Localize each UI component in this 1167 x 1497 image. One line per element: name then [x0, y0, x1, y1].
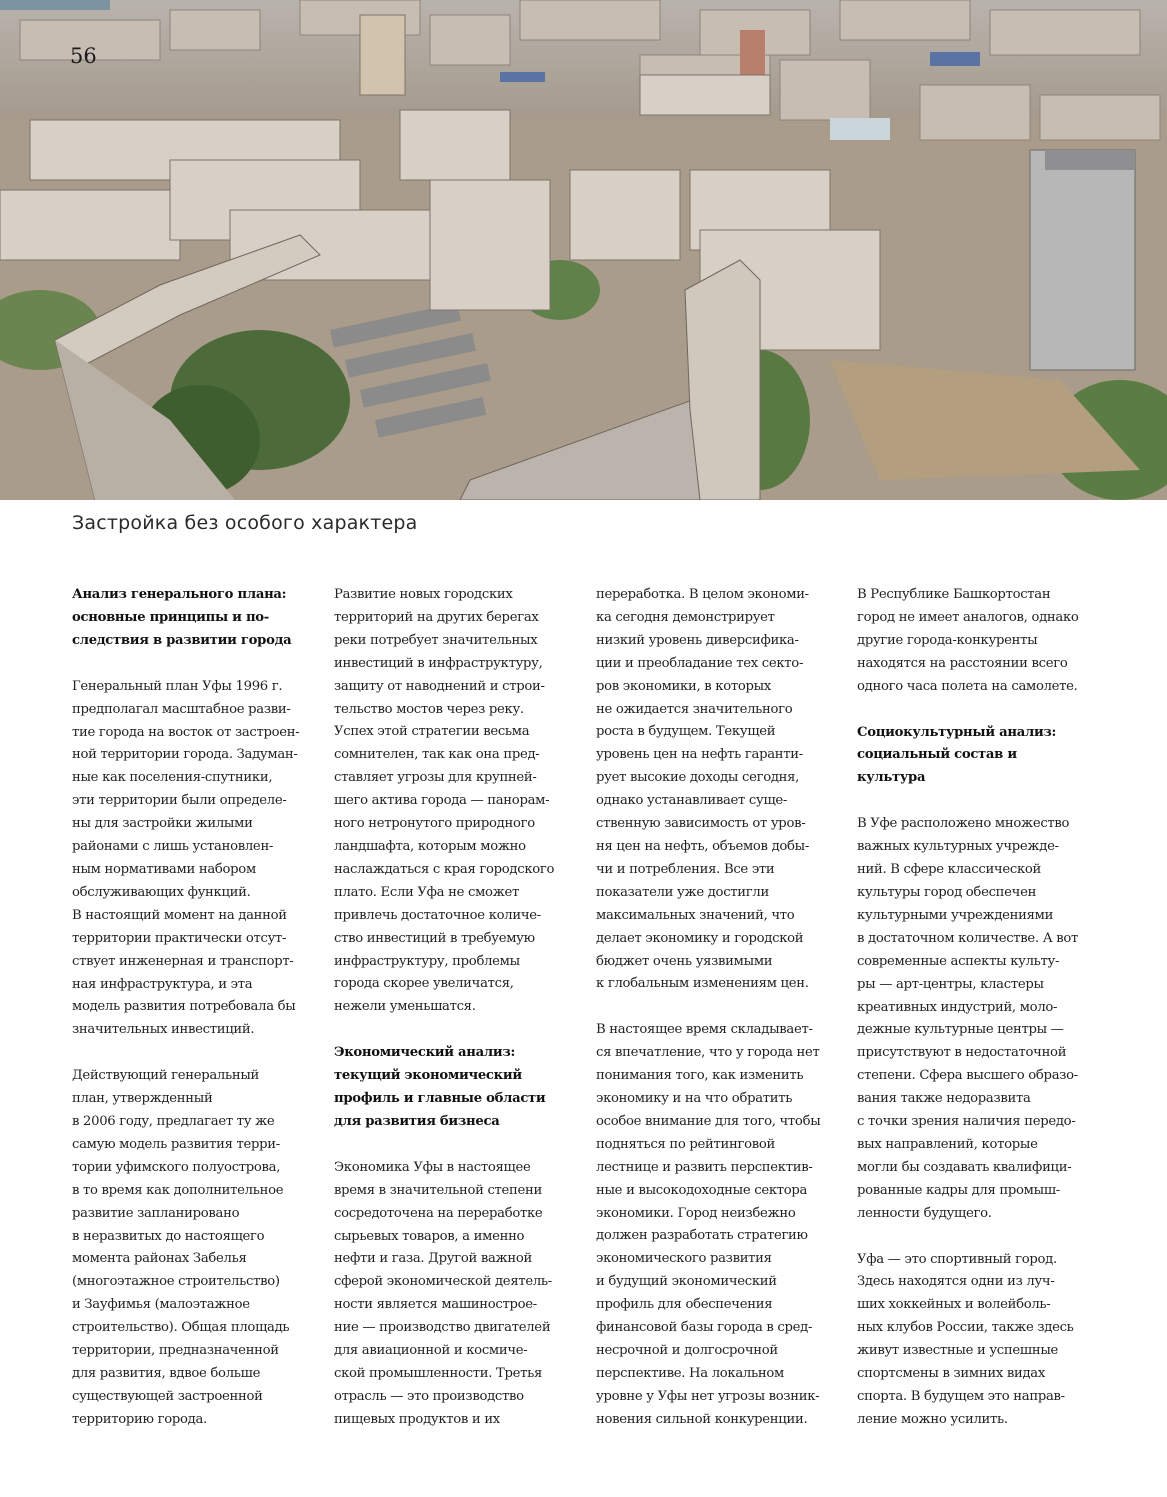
block-gap: [857, 699, 1107, 722]
text-line: Здесь находятся одни из луч-: [857, 1274, 1055, 1290]
text-line: Действующий генеральный: [72, 1068, 260, 1084]
text-line: сферой экономической деятель-: [334, 1274, 552, 1290]
text-line: экономику и на что обратить: [596, 1091, 793, 1107]
section-heading: [334, 1042, 584, 1134]
block-gap: [857, 790, 1107, 813]
text-column-4: [857, 584, 1107, 1432]
section-heading: [857, 722, 1107, 791]
text-line: Уфа — это спортивный город.: [857, 1251, 1057, 1267]
text-line: делает экономику и городской: [596, 930, 804, 946]
paragraph: [72, 1065, 322, 1432]
text-line: рует высокие доходы сегодня,: [596, 770, 800, 786]
text-line: модель развития потребовала бы: [72, 999, 296, 1015]
text-line: тории уфимского полуострова,: [72, 1159, 281, 1175]
text-line: Экономический анализ:: [334, 1045, 516, 1061]
text-line: ня цен на нефть, объемов добы-: [596, 838, 810, 854]
text-line: спортсмены в зимних видах: [857, 1366, 1045, 1382]
text-line: территории практически отсут-: [72, 930, 287, 946]
text-line: ландшафта, которым можно: [334, 838, 526, 854]
text-line: ской промышленности. Третья: [334, 1366, 543, 1381]
text-line: бюджет очень уязвимыми: [596, 953, 773, 969]
paragraph: [334, 1157, 584, 1432]
block-gap: [334, 1134, 584, 1157]
text-line: Успех этой стратегии весьма: [334, 724, 530, 740]
block-gap: [334, 1019, 584, 1042]
text-line: пищевых продуктов и их: [334, 1411, 500, 1427]
text-line: города скорее увеличатся,: [334, 976, 514, 992]
text-line: особое внимание для того, чтобы: [596, 1113, 821, 1129]
text-line: находятся на расстоянии всего: [857, 655, 1068, 671]
text-line: текущий экономический: [334, 1068, 522, 1084]
text-line: ного нетронутого природного: [334, 816, 535, 832]
text-column-3: [596, 584, 846, 1432]
text-line: культурными учреждениями: [857, 907, 1054, 923]
text-line: степени. Сфера высшего образо-: [857, 1068, 1078, 1084]
text-line: несрочной и долгосрочной: [596, 1343, 778, 1358]
paragraph: [334, 584, 584, 1019]
text-line: чи и потребления. Все эти: [596, 861, 775, 877]
paragraph: [857, 584, 1107, 699]
text-line: к глобальным изменениям цен.: [596, 976, 809, 992]
aerial-city-photo: [0, 0, 1167, 500]
text-line: территорий на других берегах: [334, 609, 539, 625]
text-line: в достаточном количестве. А вот: [857, 930, 1079, 946]
text-line: ров экономики, в которых: [596, 678, 771, 694]
text-line: роста в будущем. Текущей: [596, 724, 776, 740]
text-line: сырьевых товаров, а именно: [334, 1228, 525, 1244]
text-line: уровне у Уфы нет угрозы возник-: [596, 1388, 820, 1404]
text-line: ным нормативами набором: [72, 861, 256, 877]
text-line: профиль для обеспечения: [596, 1297, 773, 1313]
block-gap: [596, 996, 846, 1019]
text-line: Социокультурный анализ:: [857, 724, 1057, 740]
text-line: подняться по рейтинговой: [596, 1136, 775, 1152]
text-line: лестнице и развить перспектив-: [596, 1159, 813, 1175]
text-line: привлечь достаточное количе-: [334, 907, 541, 923]
text-line: предполагал масштабное разви-: [72, 701, 291, 717]
text-line: ные и высокодоходные сектора: [596, 1182, 808, 1198]
text-line: обслуживающих функций.: [72, 884, 251, 900]
text-line: ство инвестиций в требуемую: [334, 930, 535, 946]
text-line: ственную зависимость от уров-: [596, 816, 806, 832]
text-line: важных культурных учрежде-: [857, 839, 1059, 855]
paragraph: [596, 584, 846, 996]
text-line: ших хоккейных и волейболь-: [857, 1297, 1051, 1313]
text-line: ний. В сфере классической: [857, 862, 1042, 878]
text-line: Анализ генерального плана:: [72, 587, 287, 602]
section-heading: [72, 584, 322, 653]
text-line: нефти и газа. Другой важной: [334, 1251, 532, 1267]
text-line: ные как поселения-спутники,: [72, 770, 273, 786]
text-line: ся впечатление, что у города нет: [596, 1045, 820, 1061]
text-line: максимальных значений, что: [596, 907, 795, 923]
paragraph: [857, 1249, 1107, 1432]
text-line: для развития бизнеса: [334, 1113, 500, 1129]
text-line: ление можно усилить.: [857, 1411, 1008, 1427]
text-line: В Республике Башкортостан: [857, 587, 1051, 602]
page-number: 56: [70, 44, 97, 68]
block-gap: [72, 1042, 322, 1065]
paragraph: [596, 1019, 846, 1431]
text-line: экономического развития: [596, 1251, 772, 1267]
text-line: самую модель развития терри-: [72, 1136, 280, 1152]
text-line: финансовой базы города в сред-: [596, 1320, 813, 1336]
text-line: в то время как дополнительное: [72, 1182, 284, 1198]
text-line: эти территории были определе-: [72, 793, 287, 809]
text-line: новения сильной конкуренции.: [596, 1411, 808, 1427]
text-line: развитие запланировано: [72, 1205, 240, 1221]
text-line: спорта. В будущем это направ-: [857, 1389, 1065, 1404]
text-line: и будущий экономический: [596, 1274, 777, 1290]
text-line: реки потребует значительных: [334, 632, 538, 648]
text-line: вых направлений, которые: [857, 1136, 1038, 1152]
text-line: В Уфе расположено множество: [857, 816, 1070, 832]
text-line: ка сегодня демонстрирует: [596, 609, 775, 625]
text-column-2: [334, 584, 584, 1432]
text-line: однако устанавливает суще-: [596, 793, 788, 809]
text-line: ленности будущего.: [857, 1205, 992, 1221]
text-line: рованные кадры для промыш-: [857, 1182, 1060, 1198]
text-line: Экономика Уфы в настоящее: [334, 1159, 531, 1175]
text-line: отрасль — это производство: [334, 1388, 524, 1404]
text-line: ние — производство двигателей: [334, 1320, 551, 1336]
text-line: время в значительной степени: [334, 1182, 543, 1198]
paragraph: [72, 676, 322, 1043]
text-line: строительство). Общая площадь: [72, 1320, 290, 1336]
text-line: В настоящий момент на данной: [72, 907, 287, 923]
text-line: тие города на восток от застроен-: [72, 724, 300, 740]
text-line: сосредоточена на переработке: [334, 1205, 543, 1221]
text-line: следствия в развитии города: [72, 632, 292, 648]
text-line: Развитие новых городских: [334, 587, 513, 602]
text-line: современные аспекты культу-: [857, 953, 1060, 969]
text-line: Генеральный план Уфы 1996 г.: [72, 678, 283, 694]
text-line: экономики. Город неизбежно: [596, 1205, 796, 1221]
text-line: вания также недоразвита: [857, 1091, 1031, 1107]
block-gap: [72, 653, 322, 676]
text-line: плато. Если Уфа не сможет: [334, 884, 520, 900]
text-line: территории, предназначенной: [72, 1343, 279, 1359]
text-line: культуры город обеспечен: [857, 884, 1037, 900]
text-line: для авиационной и космиче-: [334, 1343, 528, 1359]
text-line: районами с лишь установлен-: [72, 839, 274, 855]
text-line: креативных индустрий, моло-: [857, 999, 1058, 1015]
text-line: ных клубов России, также здесь: [857, 1320, 1074, 1336]
text-line: ры — арт-центры, кластеры: [857, 976, 1044, 992]
text-line: культура: [857, 770, 926, 786]
text-line: территорию города.: [72, 1411, 207, 1427]
text-line: ставляет угрозы для крупней-: [334, 770, 537, 786]
text-line: ная инфраструктура, и эта: [72, 976, 253, 992]
text-line: в неразвитых до настоящего: [72, 1228, 265, 1244]
text-line: показатели уже достигли: [596, 884, 769, 900]
text-line: присутствуют в недостаточной: [857, 1045, 1067, 1061]
text-line: наслаждаться с края городского: [334, 861, 555, 877]
text-line: дежные культурные центры —: [857, 1022, 1064, 1038]
text-line: (многоэтажное строительство): [72, 1274, 280, 1290]
text-line: нежели уменьшатся.: [334, 999, 476, 1015]
text-line: основные принципы и по-: [72, 609, 269, 625]
text-line: сомнителен, так как она пред-: [334, 747, 540, 763]
paragraph: [857, 813, 1107, 1225]
text-line: ны для застройки жилыми: [72, 816, 253, 832]
text-line: уровень цен на нефть гаранти-: [596, 747, 803, 763]
text-line: ной территории города. Задуман-: [72, 747, 298, 763]
text-line: перспективе. На локальном: [596, 1365, 784, 1381]
text-line: шего актива города — панорам-: [334, 793, 550, 809]
text-line: социальный состав и: [857, 747, 1017, 763]
text-line: должен разработать стратегию: [596, 1228, 808, 1244]
text-line: защиту от наводнений и строи-: [334, 678, 545, 694]
text-line: низкий уровень диверсифика-: [596, 632, 799, 648]
text-line: живут известные и успешные: [857, 1343, 1059, 1359]
text-line: ствует инженерная и транспорт-: [72, 953, 294, 969]
text-line: план, утвержденный: [72, 1091, 213, 1107]
text-line: значительных инвестиций.: [72, 1022, 255, 1038]
text-line: одного часа полета на самолете.: [857, 678, 1078, 694]
text-line: город не имеет аналогов, однако: [857, 609, 1079, 625]
text-line: момента районах Забелья: [72, 1251, 247, 1267]
text-line: с точки зрения наличия передо-: [857, 1114, 1076, 1130]
text-line: понимания того, как изменить: [596, 1068, 804, 1084]
text-line: инфраструктуру, проблемы: [334, 953, 520, 969]
text-line: другие города-конкуренты: [857, 632, 1038, 648]
text-column-1: [72, 584, 322, 1432]
text-line: для развития, вдвое больше: [72, 1366, 261, 1381]
text-line: могли бы создавать квалифици-: [857, 1159, 1072, 1175]
text-line: не ожидается значительного: [596, 701, 793, 717]
text-line: ции и преобладание тех секто-: [596, 655, 804, 671]
text-line: переработка. В целом экономи-: [596, 587, 809, 602]
text-line: и Зауфимья (малоэтажное: [72, 1297, 250, 1313]
text-line: профиль и главные области: [334, 1091, 546, 1107]
text-line: инвестиций в инфраструктуру,: [334, 655, 543, 671]
block-gap: [857, 1226, 1107, 1249]
photo-caption: Застройка без особого характера: [72, 512, 418, 534]
text-line: тельство мостов через реку.: [334, 701, 524, 717]
text-line: ности является машинострое-: [334, 1297, 537, 1313]
text-line: В настоящее время складывает-: [596, 1022, 813, 1038]
text-line: существующей застроенной: [72, 1388, 263, 1404]
text-line: в 2006 году, предлагает ту же: [72, 1114, 275, 1130]
